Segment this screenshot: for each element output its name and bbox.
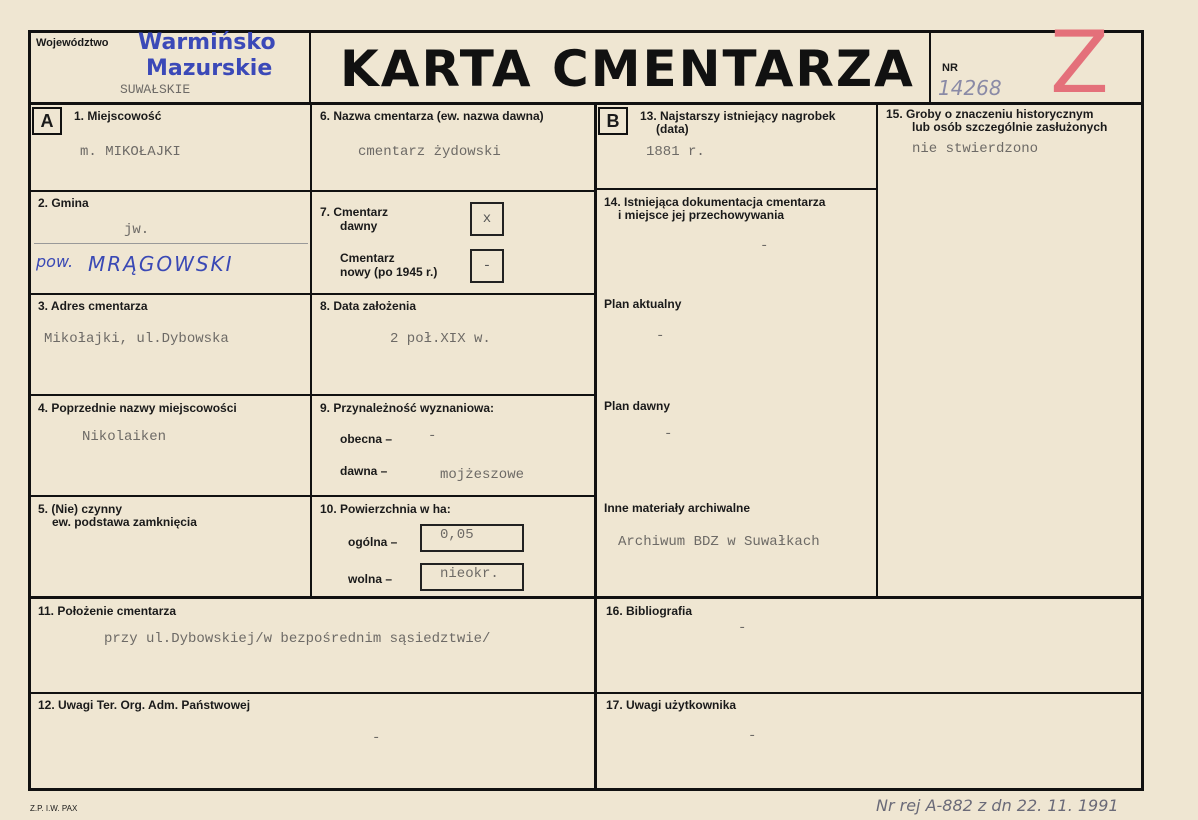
field-5-label-line2: ew. podstawa zamknięcia [52, 515, 197, 529]
field-9-dawna-value: mojżeszowe [440, 467, 525, 483]
field-14-value: - [760, 238, 769, 254]
field-15-value: nie stwierdzono [912, 141, 1039, 157]
voivodeship-stamp-line1: Warmińsko [138, 30, 276, 55]
field-9-dawna-label: dawna – [340, 464, 388, 478]
page-title: KARTA CMENTARZA [340, 40, 915, 98]
field-12-value: - [372, 730, 381, 746]
field-8-value: 2 poł.XIX w. [390, 331, 491, 347]
field-16-label: 16. Bibliografia [606, 604, 693, 618]
section-a-letter: A [32, 107, 62, 135]
nr-label: NR [942, 62, 958, 74]
plan-dawny-label: Plan dawny [604, 399, 671, 413]
field-13-label-line1: 13. Najstarszy istniejący nagrobek [640, 109, 836, 123]
field-1-value: m. MIKOŁAJKI [80, 144, 181, 160]
plan-dawny-value: - [664, 426, 673, 442]
field-4-label: 4. Poprzednie nazwy miejscowości [38, 401, 237, 415]
row-line-a3 [28, 394, 596, 396]
row-line-a1 [28, 190, 596, 192]
field-10-ogolna-value: 0,05 [440, 527, 474, 543]
field-10-ogolna-label: ogólna – [348, 535, 398, 549]
col-line-1 [310, 103, 312, 597]
gmina-divider [34, 243, 308, 244]
field-13-value: 1881 r. [646, 144, 705, 160]
field-7-label-line4: nowy (po 1945 r.) [340, 265, 438, 279]
plan-aktualny-label: Plan aktualny [604, 297, 682, 311]
col-line-3 [876, 103, 878, 597]
row-line-a2 [28, 293, 596, 295]
col-line-2 [594, 103, 597, 789]
frame-left [28, 30, 31, 791]
header-vline-1 [309, 30, 311, 104]
field-10-label: 10. Powierzchnia w ha: [320, 502, 451, 516]
field-17-label: 17. Uwagi użytkownika [606, 698, 737, 712]
header-vline-2 [929, 30, 931, 104]
field-16-value: - [738, 620, 747, 636]
row-line-a6 [28, 692, 1144, 694]
plan-aktualny-value: - [656, 328, 665, 344]
section-b-letter: B [598, 107, 628, 135]
voivodeship-stamp-line2: Mazurskie [146, 56, 273, 81]
field-13-label-line2: (data) [656, 122, 689, 136]
field-9-label: 9. Przynależność wyznaniowa: [320, 401, 495, 415]
field-2-value: jw. [124, 222, 150, 238]
field-9-obecna-label: obecna – [340, 432, 393, 446]
field-15-label-line2: lub osób szczególnie zasłużonych [912, 120, 1108, 134]
typed-region: SUWAŁSKIE [120, 82, 191, 97]
field-7-nowy-box: - [470, 249, 504, 283]
field-7-label-line1: 7. Cmentarz [320, 205, 389, 219]
field-2-label: 2. Gmina [38, 196, 89, 210]
wojewodztwo-label: Województwo [36, 37, 109, 49]
field-7-dawny-box: x [470, 202, 504, 236]
row-line-a4 [28, 495, 596, 497]
nr-value: 14268 [938, 76, 1002, 100]
field-2-pow-value: MRĄGOWSKI [88, 252, 234, 276]
frame-right [1141, 30, 1144, 791]
field-11-value: przy ul.Dybowskiej/w bezpośrednim sąsiedztwie/ [104, 631, 491, 647]
field-10-wolna-value: nieokr. [440, 566, 499, 582]
field-12-label: 12. Uwagi Ter. Org. Adm. Państwowej [38, 698, 251, 712]
field-5-label-line1: 5. (Nie) czynny [38, 502, 123, 516]
field-9-obecna-value: - [428, 428, 437, 444]
field-7-label-line2: dawny [340, 219, 378, 233]
field-8-label: 8. Data założenia [320, 299, 417, 313]
field-6-label: 6. Nazwa cmentarza (ew. nazwa dawna) [320, 109, 544, 123]
field-1-label: 1. Miejscowość [74, 109, 162, 123]
category-mark: Z [1050, 13, 1109, 113]
field-4-value: Nikolaiken [82, 429, 167, 445]
inne-materialy-label: Inne materiały archiwalne [604, 501, 751, 515]
field-17-value: - [748, 728, 757, 744]
registration-note: Nr rej A-882 z dn 22. 11. 1991 [876, 796, 1119, 815]
row-line-b1 [596, 188, 876, 190]
field-3-value: Mikołajki, ul.Dybowska [44, 331, 229, 347]
printer-mark: Z.P. I.W. PAX [30, 804, 78, 813]
field-7-label-line3: Cmentarz [340, 251, 395, 265]
field-3-label: 3. Adres cmentarza [38, 299, 148, 313]
field-11-label: 11. Położenie cmentarza [38, 604, 177, 618]
field-2-pow-prefix: pow. [36, 252, 74, 271]
field-15-label-line1: 15. Groby o znaczeniu historycznym [886, 107, 1094, 121]
field-10-wolna-label: wolna – [348, 572, 393, 586]
inne-materialy-value: Archiwum BDZ w Suwałkach [618, 534, 820, 550]
header-divider [28, 102, 1144, 105]
field-14-label-line2: i miejsce jej przechowywania [618, 208, 785, 222]
frame-bottom [28, 788, 1144, 791]
field-14-label-line1: 14. Istniejąca dokumentacja cmentarza [604, 195, 826, 209]
field-6-value: cmentarz żydowski [358, 144, 501, 160]
row-line-a5 [28, 596, 1144, 599]
